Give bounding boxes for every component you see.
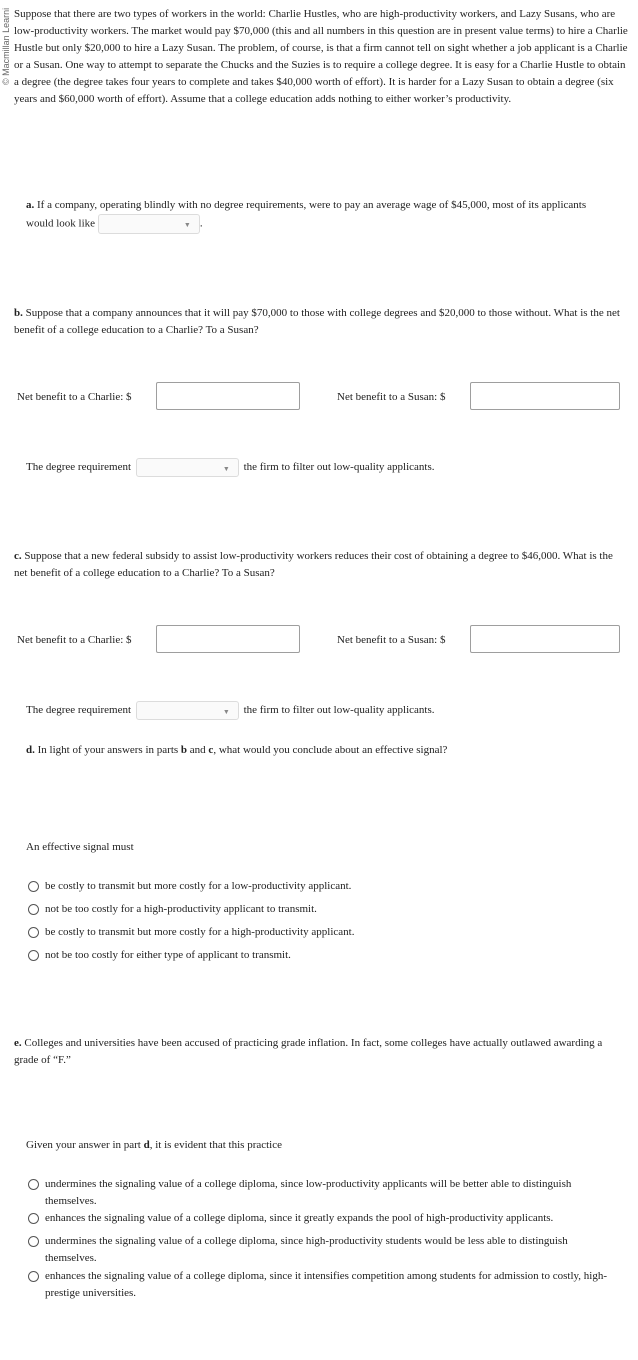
part-d-option-2[interactable]	[28, 901, 620, 918]
part-d-option-1[interactable]	[28, 878, 620, 895]
part-c-requirement-row	[26, 701, 435, 720]
part-e-question	[14, 1035, 614, 1069]
part-d-option-1-label: be costly to transmit but more costly for a low-productivity applicant.	[45, 880, 352, 892]
part-c-question	[14, 548, 628, 582]
part-e-option-2-label: enhances the signaling value of a college diploma, since it greatly expands the pool of high-productivity applicants.	[45, 1212, 554, 1224]
part-d-text-before: In light of your answers in parts	[37, 744, 181, 756]
part-e-option-1-label: undermines the signaling value of a college diploma, since low-productivity applicants will be better able to distinguish themselves.	[45, 1178, 572, 1207]
part-a-select[interactable]	[98, 214, 200, 234]
radio-circle-icon[interactable]	[28, 1213, 39, 1224]
part-a-letter: a.	[26, 199, 35, 211]
part-c-susan-input[interactable]	[470, 625, 620, 653]
part-c-charlie-label: Net benefit to a Charlie: $	[17, 634, 132, 646]
part-e-option-4[interactable]	[28, 1268, 620, 1302]
part-c-requirement-select[interactable]	[136, 701, 239, 720]
radio-circle-icon[interactable]	[28, 1271, 39, 1282]
part-e-option-2[interactable]	[28, 1210, 620, 1227]
part-c-text: Suppose that a new federal subsidy to assist low-productivity workers reduces their cost of obtaining a degree to $46,000. What is the net benefit of a college education to a Charlie? To a Susan?	[14, 550, 613, 579]
part-b-requirement-row	[26, 458, 435, 477]
part-d-option-2-label: not be too costly for a high-productivity applicant to transmit.	[45, 903, 317, 915]
part-d	[26, 742, 626, 759]
part-b-charlie-label: Net benefit to a Charlie: $	[17, 391, 132, 403]
part-d-letter: d.	[26, 744, 35, 756]
radio-circle-icon[interactable]	[28, 950, 39, 961]
part-d-ref-c: c	[208, 744, 214, 756]
part-a	[26, 197, 601, 234]
chevron-down-icon: ▼	[183, 221, 191, 229]
radio-circle-icon[interactable]	[28, 1236, 39, 1247]
part-e-prompt-before: Given your answer in part	[26, 1139, 144, 1151]
part-c-charlie-input[interactable]	[156, 625, 300, 653]
chevron-down-icon: ▼	[222, 708, 230, 716]
part-e-prompt	[26, 1137, 282, 1154]
part-d-option-4[interactable]	[28, 947, 620, 964]
part-d-prompt: An effective signal must	[26, 841, 134, 853]
question-intro: Suppose that there are two types of workers in the world: Charlie Hustles, who are high-productivity workers, and Lazy Susans, who are low-productivity workers. The market would pay $70,000 (this and all numbers in this question are in present value terms) to hire a Charlie Hustle but only $20,000 to hire a Lazy Susan. The problem, of course, is that a firm cannot tell on sight whether a job applicant is a Charlie or a Susan. One way to attempt to separate the Chucks and the Suzies is to require a college degree. It is easy for a Charlie Hustle to obtain a degree (the degree takes four years to complete and takes $40,000 worth of effort). It is harder for a Lazy Susan to obtain a degree (six years and $60,000 worth of effort). Assume that a college education adds nothing to either worker’s productivity.	[14, 8, 628, 105]
part-a-after: .	[199, 217, 203, 230]
radio-circle-icon[interactable]	[28, 1179, 39, 1190]
radio-circle-icon[interactable]	[28, 881, 39, 892]
part-c-requirement-after: the firm to filter out low-quality applicants.	[243, 704, 435, 717]
part-d-text-after: , what would you conclude about an effective signal?	[213, 744, 448, 756]
part-b-susan-input[interactable]	[470, 382, 620, 410]
part-d-option-3[interactable]	[28, 924, 620, 941]
part-b-question	[14, 305, 628, 339]
part-e-letter: e.	[14, 1037, 22, 1049]
part-e-option-1[interactable]	[28, 1176, 620, 1210]
chevron-down-icon: ▼	[222, 465, 230, 473]
part-e-option-3-label: undermines the signaling value of a college diploma, since high-productivity students would be less able to distinguish themselves.	[45, 1235, 568, 1264]
part-d-ref-b: b	[180, 744, 188, 756]
part-d-question	[26, 742, 626, 759]
part-e-prompt-bold: d	[143, 1139, 150, 1151]
part-b-charlie-input[interactable]	[156, 382, 300, 410]
part-b-requirement-label: The degree requirement	[26, 461, 132, 474]
part-b-letter: b.	[14, 307, 23, 319]
copyright-watermark: © Macmillan Learni	[1, 7, 11, 85]
part-c	[14, 548, 628, 582]
part-c-letter: c.	[14, 550, 22, 562]
part-d-option-3-label: be costly to transmit but more costly for a high-productivity applicant.	[45, 926, 355, 938]
part-c-requirement-label: The degree requirement	[26, 704, 132, 717]
part-b-text: Suppose that a company announces that it will pay $70,000 to those with college degrees and $20,000 to those without. What is the net benefit of a college education to a Charlie? To a Susan?	[14, 307, 620, 336]
part-b	[14, 305, 628, 339]
part-d-and: and	[187, 744, 209, 756]
part-b-susan-label: Net benefit to a Susan: $	[337, 391, 446, 403]
part-c-susan-label: Net benefit to a Susan: $	[337, 634, 446, 646]
part-a-text: If a company, operating blindly with no degree requirements, were to pay an average wage of $45,000, most of its applicants would look like	[26, 199, 587, 230]
part-b-requirement-after: the firm to filter out low-quality applicants.	[243, 461, 435, 474]
part-a-question	[26, 197, 601, 234]
radio-circle-icon[interactable]	[28, 904, 39, 915]
part-d-option-4-label: not be too costly for either type of applicant to transmit.	[45, 949, 291, 961]
radio-circle-icon[interactable]	[28, 927, 39, 938]
part-b-requirement-select[interactable]	[136, 458, 239, 477]
part-e-prompt-after: , it is evident that this practice	[149, 1139, 283, 1151]
part-e-option-4-label: enhances the signaling value of a college diploma, since it intensifies competition among students for admission to costly, high-prestige universities.	[45, 1270, 607, 1299]
part-e	[14, 1035, 614, 1069]
part-e-text: Colleges and universities have been accused of practicing grade inflation. In fact, some colleges have actually outlawed awarding a grade of “F.”	[14, 1037, 603, 1066]
part-e-option-3[interactable]	[28, 1233, 620, 1267]
